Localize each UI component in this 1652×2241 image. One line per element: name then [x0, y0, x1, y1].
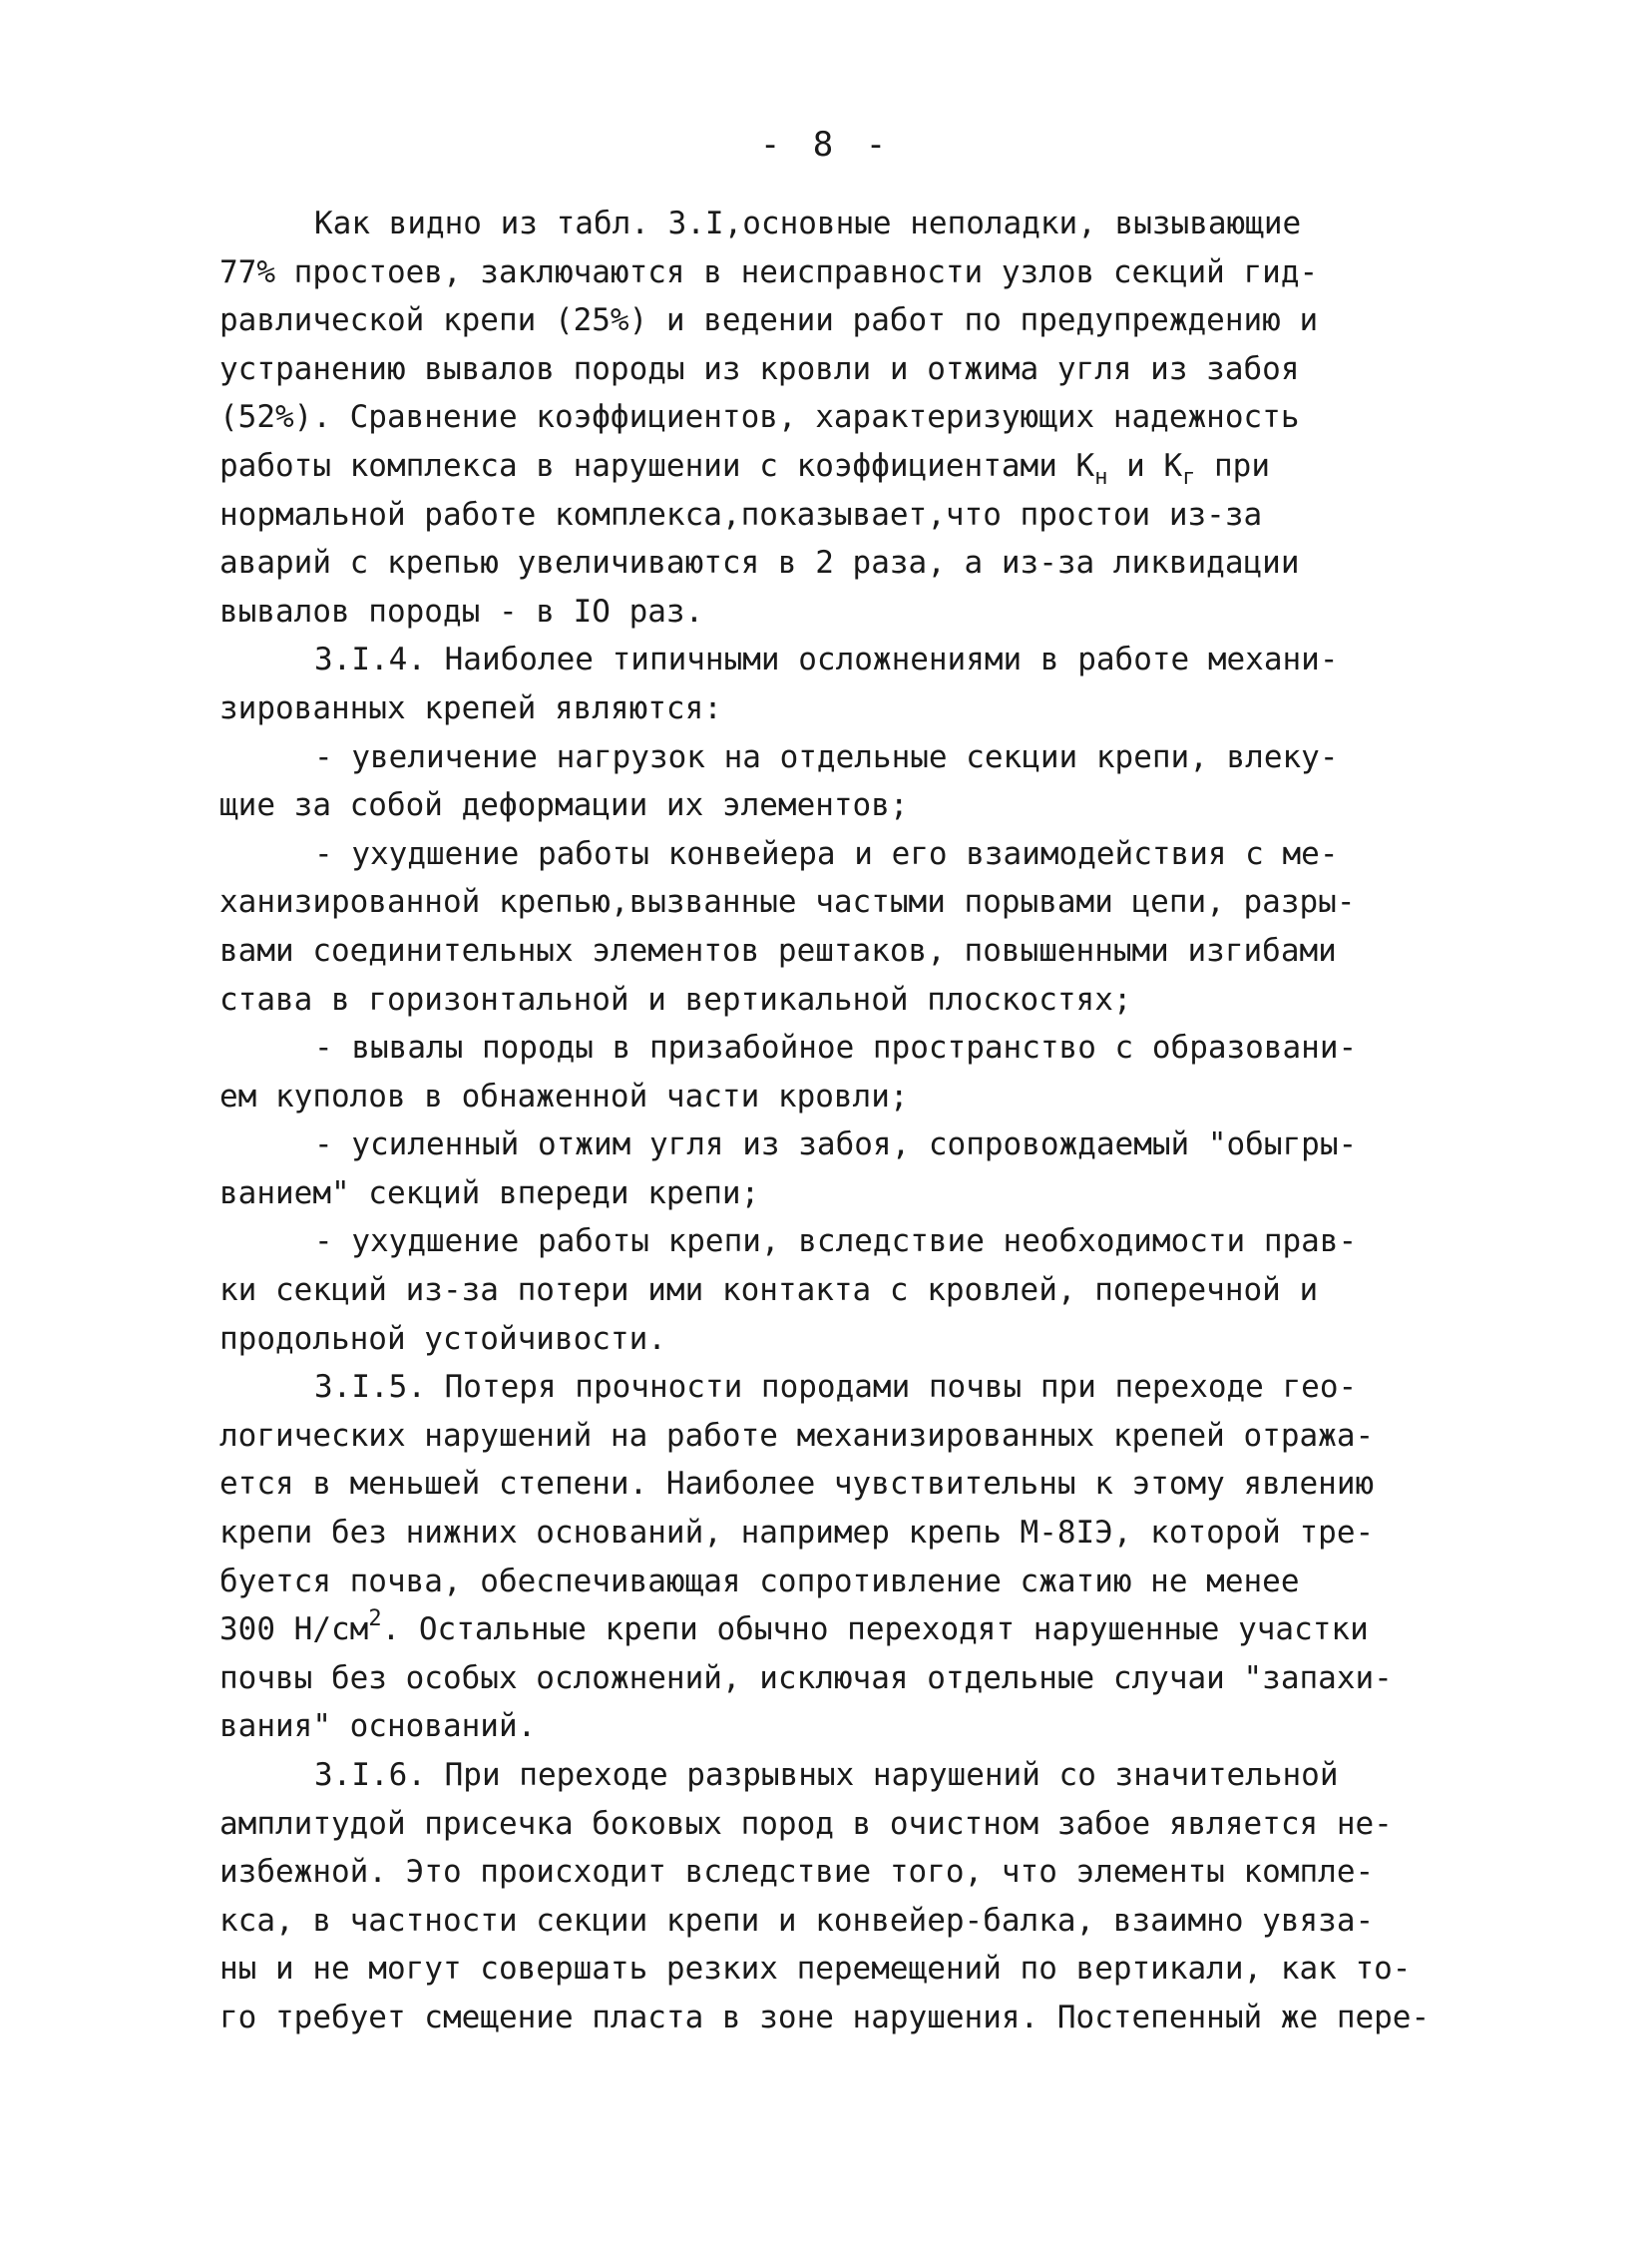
- text-line: кса, в частности секции крепи и конвейер-балка, взаимно увяза-: [219, 1902, 1375, 1939]
- text-line: вами соединительных элементов рештаков, повышенными изгибами: [219, 932, 1337, 969]
- section-3-1-5-heading-line: 3.I.5. Потеря прочности породами почвы при переходе гео-: [314, 1369, 1358, 1406]
- text-line: (52%). Сравнение коэффициентов, характеризующих надежность: [219, 399, 1300, 436]
- text-line: го требует смещение пласта в зоне нарушения. Постепенный же пере-: [219, 1999, 1431, 2035]
- text-line: вания" оснований.: [219, 1708, 537, 1745]
- list-item-line: - увеличение нагрузок на отдельные секции крепи, влеку-: [314, 738, 1339, 775]
- pressure-text-after: . Остальные крепи обычно переходят нарушенные участки: [381, 1611, 1369, 1648]
- text-line: ванием" секций впереди крепи;: [219, 1174, 760, 1211]
- text-line: почвы без особых осложнений, исключая отдельные случаи "запахи-: [219, 1659, 1393, 1696]
- text-line: избежной. Это происходит вследствие того, что элементы компле-: [219, 1854, 1375, 1891]
- text-line: устранению вывалов породы из кровли и отжима угля из забоя: [219, 350, 1300, 387]
- text-line: логических нарушений на работе механизированных крепей отража-: [219, 1417, 1375, 1454]
- text-line: 77% простоев, заключаются в неисправности узлов секций гид-: [219, 253, 1319, 290]
- superscript-2: 2: [368, 1606, 382, 1632]
- text-line: крепи без нижних оснований, например крепь М-8IЭ, которой тре-: [219, 1515, 1375, 1552]
- pressure-text-before: 300 Н/см: [219, 1611, 369, 1648]
- list-item-line: - ухудшение работы конвейера и его взаимодействия с ме-: [314, 835, 1339, 872]
- text-line-coefficients: [219, 442, 1456, 491]
- text-line: амплитудой присечка боковых пород в очистном забое является не-: [219, 1805, 1393, 1842]
- list-item-line: - усиленный отжим угля из забоя, сопровождаемый "обыгры-: [314, 1126, 1358, 1163]
- text-line: ханизированной крепью,вызванные частыми порывами цепи, разры-: [219, 884, 1356, 921]
- text-line: става в горизонтальной и вертикальной плоскостях;: [219, 981, 1132, 1018]
- text-line: щие за собой деформации их элементов;: [219, 787, 909, 824]
- body-text: [219, 200, 1456, 2042]
- text-line: зированных крепей являются:: [219, 689, 722, 726]
- text-line: ем куполов в обнаженной части кровли;: [219, 1078, 909, 1115]
- page-number: - 8 -: [759, 125, 893, 165]
- list-item-line: - вывалы породы в призабойное пространство с образовани-: [314, 1030, 1358, 1067]
- text-line: нормальной работе комплекса,показывает,что простои из-за: [219, 496, 1263, 533]
- coefficients-text-middle: и К: [1107, 447, 1183, 484]
- subscript-g: г: [1182, 464, 1196, 490]
- coefficients-text-after: при: [1195, 447, 1271, 484]
- text-line: ки секций из-за потери ими контакта с кровлей, поперечной и: [219, 1272, 1319, 1309]
- list-item-line: - ухудшение работы крепи, вследствие необходимости прав-: [314, 1223, 1358, 1260]
- text-line: вывалов породы - в IO раз.: [219, 593, 704, 630]
- section-3-1-4-heading-line: 3.I.4. Наиболее типичными осложнениями в работе механи-: [314, 642, 1339, 678]
- text-line: аварий с крепью увеличиваются в 2 раза, а из-за ликвидации: [219, 545, 1300, 582]
- text-line: равлической крепи (25%) и ведении работ по предупреждению и: [219, 302, 1319, 339]
- text-line: буется почва, обеспечивающая сопротивление сжатию не менее: [219, 1563, 1300, 1599]
- text-line: продольной устойчивости.: [219, 1320, 666, 1357]
- coefficients-text-before: работы комплекса в нарушении с коэффициентами К: [219, 447, 1095, 484]
- section-3-1-6-heading-line: 3.I.6. При переходе разрывных нарушений со значительной: [314, 1757, 1339, 1793]
- text-line-pressure: [219, 1605, 1456, 1654]
- text-line: ны и не могут совершать резких перемещений по вертикали, как то-: [219, 1951, 1412, 1988]
- subscript-n: н: [1094, 464, 1108, 490]
- text-line: Как видно из табл. 3.I,основные неполадки, вызывающие: [314, 206, 1302, 241]
- text-line: ется в меньшей степени. Наиболее чувствительны к этому явлению: [219, 1466, 1375, 1503]
